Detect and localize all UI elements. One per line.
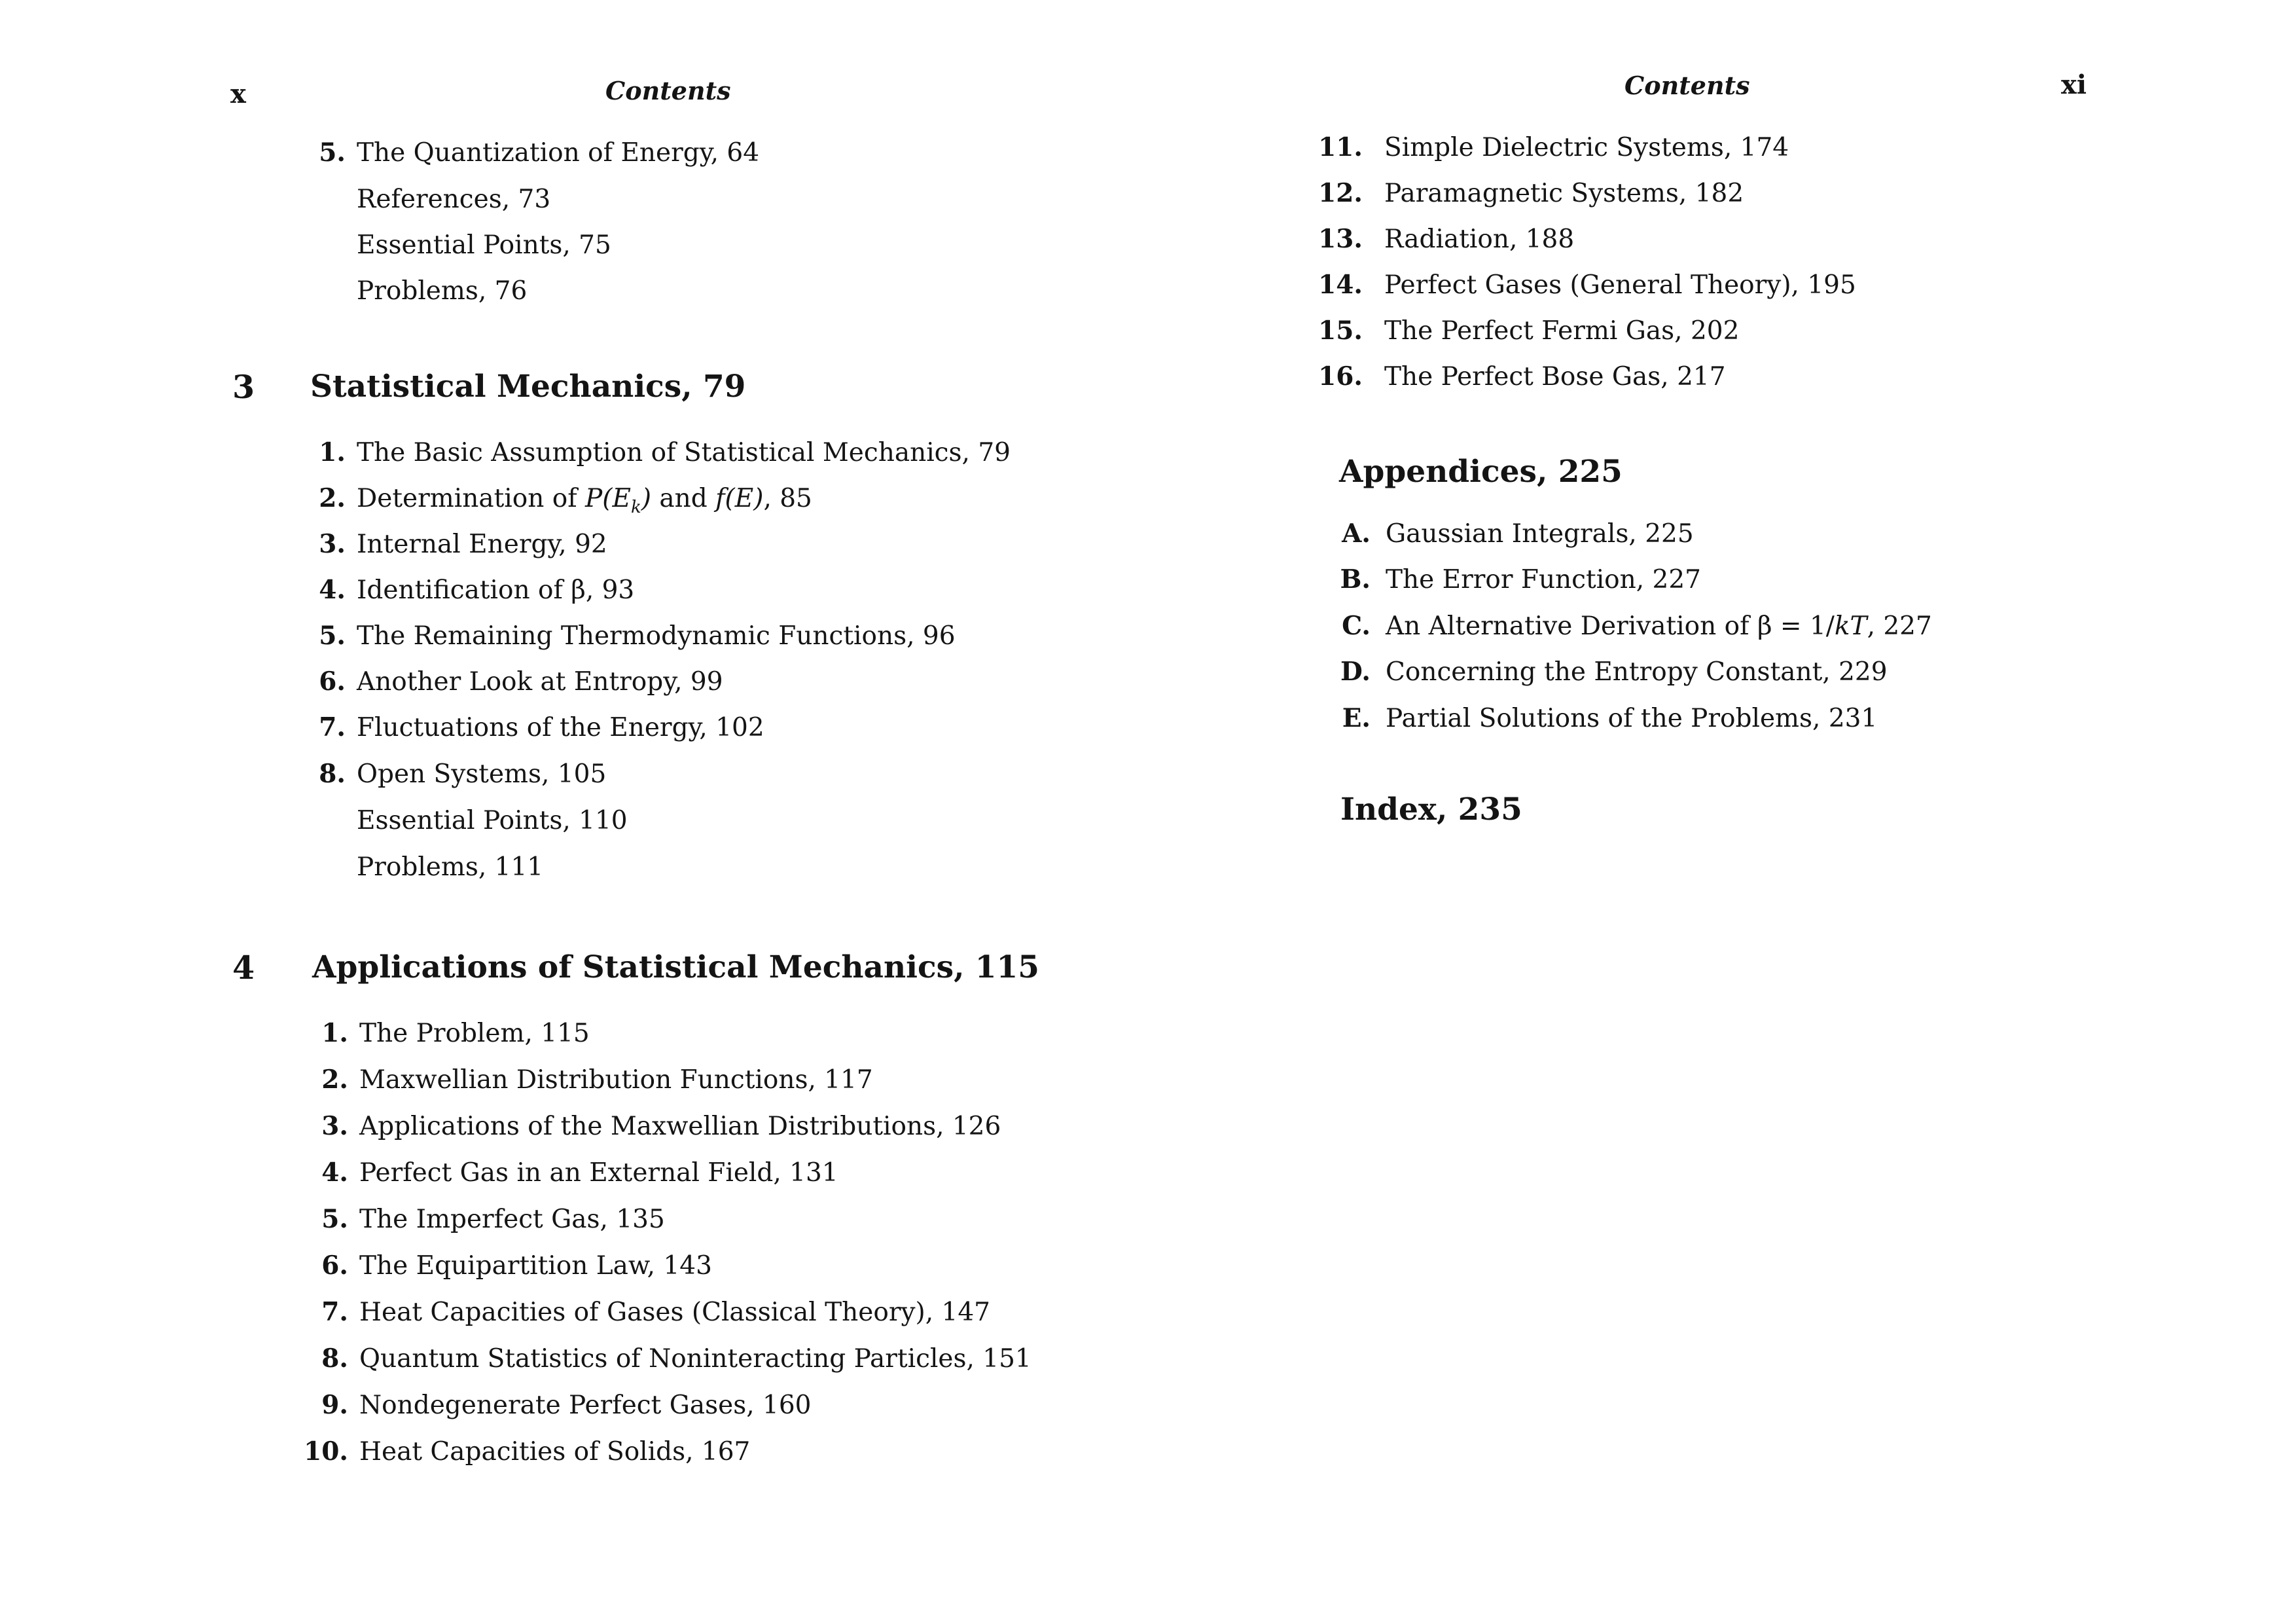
page-number: xi	[2061, 69, 2087, 100]
entry-title: Internal Energy, 92	[357, 530, 607, 559]
right-page	[1148, 0, 2296, 1623]
entry-title: Determination of $P(E_k)$ and f(E), 85	[357, 484, 812, 517]
entry-title: Perfect Gases (General Theory), 195	[1384, 270, 1856, 300]
entry-title: The Quantization of Energy, 64	[357, 138, 760, 168]
entry-number: 3.	[321, 1111, 348, 1141]
entry-number: 12.	[1318, 178, 1363, 208]
entry-number: 7.	[319, 712, 346, 742]
entry-title: Nondegenerate Perfect Gases, 160	[359, 1391, 812, 1420]
entry-number: 4.	[321, 1158, 348, 1188]
entry-number: 14.	[1318, 270, 1363, 300]
entry-number: 3.	[319, 529, 346, 559]
entry-title: Identification of β, 93	[357, 575, 635, 605]
entry-number: 6.	[319, 666, 346, 697]
index-heading[interactable]: Index, 235	[1340, 792, 1522, 828]
running-head: Contents	[605, 76, 731, 105]
entry-title: Open Systems, 105	[357, 759, 607, 789]
entry-title: Quantum Statistics of Noninteracting Particles, 151	[359, 1344, 1031, 1374]
entry-title: Heat Capacities of Solids, 167	[359, 1437, 751, 1467]
entry-title: The Error Function, 227	[1386, 565, 1701, 594]
entry-title: Radiation, 188	[1384, 225, 1575, 254]
entry-number: 5.	[321, 1204, 348, 1234]
entry-title: The Perfect Fermi Gas, 202	[1384, 316, 1740, 346]
entry-number: 4.	[319, 575, 346, 605]
entry-number: A.	[1342, 519, 1371, 549]
entry-number: C.	[1342, 611, 1371, 641]
chapter-title[interactable]: Statistical Mechanics, 79	[310, 369, 746, 405]
entry-title: The Equipartition Law, 143	[359, 1251, 712, 1281]
entry-title: Concerning the Entropy Constant, 229	[1386, 657, 1888, 687]
entry-title: An Alternative Derivation of β = 1/kT, 227	[1386, 611, 1932, 641]
entry-title: Maxwellian Distribution Functions, 117	[359, 1065, 873, 1095]
page-number: x	[230, 79, 246, 109]
entry-number: 15.	[1318, 316, 1363, 346]
chapter-number: 3	[232, 368, 255, 406]
entry-number: 8.	[321, 1343, 348, 1374]
entry-title: Partial Solutions of the Problems, 231	[1386, 704, 1878, 733]
toc-entry-problems[interactable]: Problems, 76	[357, 276, 528, 306]
chapter-title[interactable]: Applications of Statistical Mechanics, 115	[312, 949, 1039, 985]
entry-title: The Remaining Thermodynamic Functions, 96	[357, 621, 956, 651]
appendices-heading[interactable]: Appendices, 225	[1339, 454, 1623, 490]
entry-title: Paramagnetic Systems, 182	[1384, 179, 1744, 208]
toc-entry-problems[interactable]: Problems, 111	[357, 852, 544, 882]
entry-number: B.	[1340, 564, 1371, 594]
entry-title: Another Look at Entropy, 99	[357, 667, 723, 697]
running-head: Contents	[1624, 71, 1750, 100]
toc-entry-references[interactable]: References, 73	[357, 185, 551, 214]
entry-title: Fluctuations of the Energy, 102	[357, 713, 764, 742]
entry-number: 2.	[321, 1065, 348, 1095]
entry-number: 2.	[319, 483, 346, 513]
entry-number: 10.	[304, 1436, 348, 1467]
entry-number: 5.	[319, 137, 346, 168]
chapter-number: 4	[232, 949, 255, 987]
entry-number: 6.	[321, 1250, 348, 1281]
entry-number: 9.	[321, 1390, 348, 1420]
entry-number: 5.	[319, 621, 346, 651]
entry-number: 8.	[319, 759, 346, 789]
entry-title: Perfect Gas in an External Field, 131	[359, 1158, 838, 1188]
entry-number: 7.	[321, 1297, 348, 1327]
toc-entry-essential-points[interactable]: Essential Points, 75	[357, 230, 611, 260]
entry-number: 16.	[1318, 361, 1363, 392]
entry-title: Applications of the Maxwellian Distributions, 126	[359, 1112, 1001, 1141]
entry-number: 13.	[1318, 224, 1363, 254]
entry-title: The Basic Assumption of Statistical Mechanics, 79	[357, 438, 1011, 467]
entry-title: The Perfect Bose Gas, 217	[1384, 362, 1726, 392]
entry-title: Gaussian Integrals, 225	[1386, 519, 1694, 549]
entry-number: E.	[1342, 703, 1371, 733]
entry-title: The Problem, 115	[359, 1019, 590, 1048]
entry-number: 1.	[321, 1018, 348, 1048]
entry-number: D.	[1340, 657, 1371, 687]
entry-title: Simple Dielectric Systems, 174	[1384, 133, 1789, 162]
entry-title: Heat Capacities of Gases (Classical Theory), 147	[359, 1298, 990, 1327]
toc-entry-essential-points[interactable]: Essential Points, 110	[357, 806, 628, 835]
entry-number: 11.	[1318, 132, 1363, 162]
entry-title: The Imperfect Gas, 135	[359, 1205, 665, 1234]
entry-number: 1.	[319, 437, 346, 467]
